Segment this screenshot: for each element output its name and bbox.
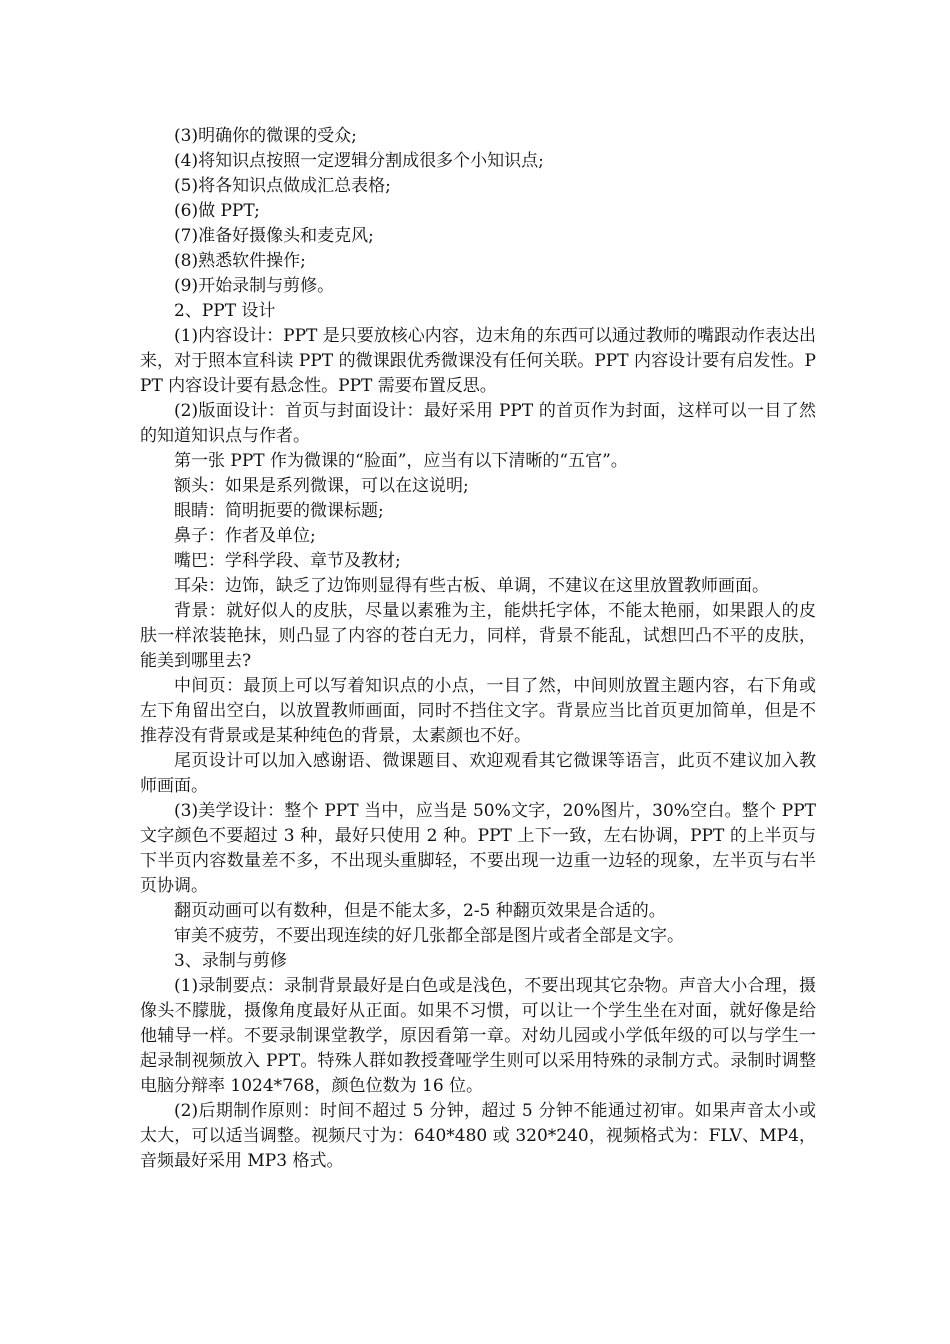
paragraph-aesthetic-fatigue: 审美不疲劳，不要出现连续的好几张都全部是图片或者全部是文字。 <box>174 926 684 946</box>
list-item-make-ppt: (6)做 PPT; <box>174 201 260 221</box>
paragraph-forehead: 额头：如果是系列微课，可以在这说明; <box>174 476 469 496</box>
paragraph-nose: 鼻子：作者及单位; <box>174 526 316 546</box>
paragraph-face-intro: 第一张 PPT 作为微课的“脸面”，应当有以下清晰的“五官”。 <box>174 451 628 471</box>
paragraph-content-design: (1)内容设计：PPT 是只要放核心内容，边末角的东西可以通过教师的嘴跟动作表达出来，对于照本宣科读 PPT 的微课跟优秀微课没有任何关联。PPT 内容设计要有启发性。PPT 内容设计要有悬念性。PPT 需要布置反思。 <box>140 326 816 396</box>
paragraph-eyes: 眼睛：简明扼要的微课标题; <box>174 501 384 521</box>
paragraph-mouth: 嘴巴：学科学段、章节及教材; <box>174 551 401 571</box>
section-heading-ppt-design: 2、PPT 设计 <box>174 301 276 321</box>
list-item-record: (9)开始录制与剪修。 <box>174 276 335 296</box>
section-heading-recording: 3、录制与剪修 <box>174 951 287 971</box>
paragraph-background: 背景：就好似人的皮肤，尽量以素雅为主，能烘托字体，不能太艳丽，如果跟人的皮肤一样浓装艳抹，则凸显了内容的苍白无力，同样，背景不能乱，试想凹凸不平的皮肤，能美到哪里去? <box>140 601 816 671</box>
paragraph-layout-design: (2)版面设计：首页与封面设计：最好采用 PPT 的首页作为封面，这样可以一目了然的知道知识点与作者。 <box>140 401 816 446</box>
paragraph-aesthetic-design: (3)美学设计：整个 PPT 当中，应当是 50%文字，20%图片，30%空白。整个 PPT 文字颜色不要超过 3 种，最好只使用 2 种。PPT 上下一致，左右协调，PPT 的上半页与下半页内容数量差不多，不出现头重脚轻，不要出现一边重一边轻的现象，左半页与右半页协调。 <box>140 801 816 896</box>
list-item-split-knowledge: (4)将知识点按照一定逻辑分割成很多个小知识点; <box>174 151 544 171</box>
paragraph-recording-points: (1)录制要点：录制背景最好是白色或是浅色，不要出现其它杂物。声音大小合理，摄像头不朦胧，摄像角度最好从正面。如果不习惯，可以让一个学生坐在对面，就好像是给他辅导一样。不要录制课堂教学，原因看第一章。对幼儿园或小学低年级的可以与学生一起录制视频放入 PPT。特殊人群如教授聋哑学生则可以采用特殊的录制方式。录制时调整电脑分辩率 1024*768，颜色位数为 16 位。 <box>140 976 816 1096</box>
paragraph-middle-page: 中间页：最顶上可以写着知识点的小点，一目了然，中间则放置主题内容，右下角或左下角留出空白，以放置教师画面，同时不挡住文字。背景应当比首页更加简单，但是不推荐没有背景或是某种纯色的背景，太素颜也不好。 <box>140 676 816 746</box>
paragraph-end-page: 尾页设计可以加入感谢语、微课题目、欢迎观看其它微课等语言，此页不建议加入教师画面。 <box>140 751 816 796</box>
paragraph-post-production: (2)后期制作原则：时间不超过 5 分钟，超过 5 分钟不能通过初审。如果声音太小或太大，可以适当调整。视频尺寸为：640*480 或 320*240，视频格式为：FLV、MP4，音频最好采用 MP3 格式。 <box>140 1101 816 1171</box>
list-item-software: (8)熟悉软件操作; <box>174 251 306 271</box>
list-item-summary-table: (5)将各知识点做成汇总表格; <box>174 176 391 196</box>
list-item-audience: (3)明确你的微课的受众; <box>174 126 357 146</box>
paragraph-page-animation: 翻页动画可以有数种，但是不能太多，2-5 种翻页效果是合适的。 <box>174 901 666 921</box>
list-item-camera-mic: (7)准备好摄像头和麦克风; <box>174 226 374 246</box>
paragraph-ears: 耳朵：边饰，缺乏了边饰则显得有些古板、单调，不建议在这里放置教师画面。 <box>174 576 769 596</box>
document-body <box>140 124 816 1174</box>
